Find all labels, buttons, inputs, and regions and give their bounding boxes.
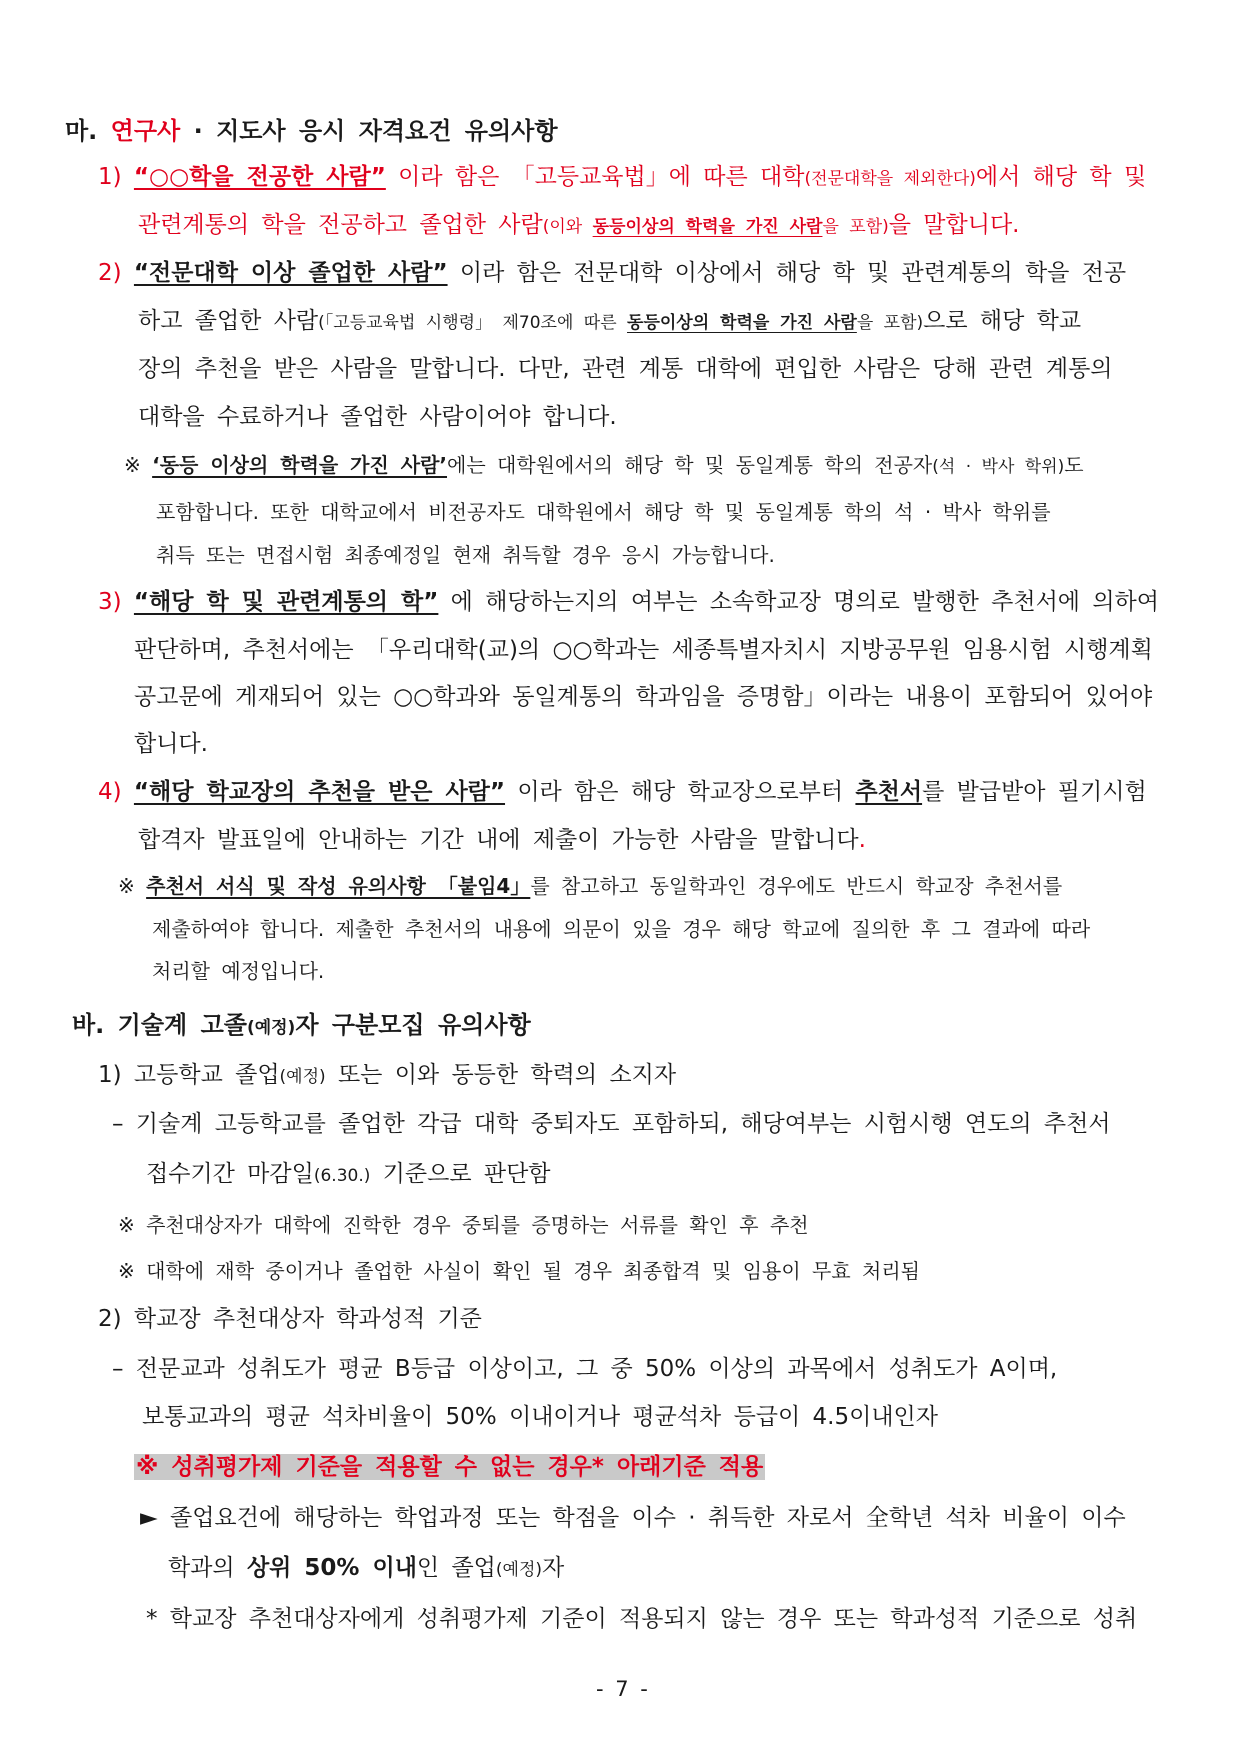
ma-note2-bold: 추천서 서식 및 작성 유의사항 「붙임4」 (146, 874, 531, 898)
ma-item2-l2a: 하고 졸업한 사람 (138, 308, 319, 334)
ma-item3-line4: 합니다. (134, 731, 208, 757)
ba-highlight: ※ 성취평가제 기준을 적용할 수 없는 경우* 아래기준 적용 (136, 1454, 764, 1480)
ba-dash2-line2: 보통교과의 평균 석차비율이 50% 이내이거나 평균석차 등급이 4.5이내인자 (142, 1404, 938, 1430)
section-ma-title-rest: · 지도사 응시 자격요건 유의사항 (180, 117, 558, 145)
ba-highlight-line (134, 1450, 765, 1484)
ma-item2-l2-end: 으로 해당 학교 (923, 308, 1082, 334)
ba-item1-a: 1) 고등학교 졸업 (98, 1062, 280, 1088)
ba-dash1-line2 (146, 1157, 551, 1193)
section-ma-title-red: 연구사 (110, 117, 181, 145)
ba-tri-line2 (168, 1551, 564, 1587)
ma-item1-l2-end: 을 말합니다. (888, 212, 1020, 238)
ma-note1-end: 도 (1064, 453, 1084, 477)
ba-item1 (98, 1058, 676, 1094)
ma-item2-line4: 대학을 수료하거나 졸업한 사람이어야 합니다. (138, 404, 617, 430)
ba-dash1-l2a: 접수기간 마감일 (146, 1161, 314, 1187)
ma-item4-l2-text: 합격자 발표일에 안내하는 기간 내에 제출이 가능한 사람을 말합니다 (138, 827, 859, 853)
ma-item2-quote: “전문대학 이상 졸업한 사람” (133, 260, 448, 286)
ma-note1-text: 에는 대학원에서의 해당 학 및 동일계통 학의 전공자 (447, 453, 933, 477)
ma-item4-bold: 추천서 (855, 779, 923, 805)
section-ba-title-small: (예정) (246, 1018, 296, 1038)
ba-dash1-small: (6.30.) (313, 1166, 371, 1186)
ma-item1-l2-small-b: 을 포함) (822, 217, 889, 237)
ma-item1-end: 에서 해당 학 및 (975, 164, 1147, 190)
ba-item2: 2) 학교장 추천대상자 학과성적 기준 (98, 1306, 482, 1332)
ba-tri-line1: ► 졸업요건에 해당하는 학업과정 또는 학점을 이수 · 취득한 자로서 全학년 석차 비율이 이수 (140, 1505, 1126, 1531)
ma-item4-quote: “해당 학교장의 추천을 받은 사람” (133, 779, 506, 805)
ma-note2-line1 (118, 871, 1062, 901)
ma-item2-num: 2) (98, 260, 134, 286)
ma-item2-l2-small-a: (「고등교육법 시행령」 제70조에 따른 (318, 313, 628, 333)
ma-item1-l2-bold: 동등이상의 학력을 가진 사람 (592, 217, 823, 237)
ma-item1-quote: “○○학을 전공한 사람” (133, 164, 386, 190)
ma-item2-l2-small-b: 을 포함) (856, 313, 924, 333)
ma-note1-line2: 포함합니다. 또한 대학교에서 비전공자도 대학원에서 해당 학 및 동일계통 학의 석 · 박사 학위를 (156, 500, 1051, 524)
ma-note1-line1 (124, 450, 1084, 482)
ma-item2-text: 이라 함은 전문대학 이상에서 해당 학 및 관련계통의 학을 전공 (447, 260, 1127, 286)
ma-item1-line1 (98, 160, 1146, 196)
section-ba-title (72, 1008, 531, 1045)
section-ba-title-a: 바. 기술계 고졸 (72, 1011, 247, 1039)
ba-tri-l2c: 자 (542, 1555, 565, 1581)
ba-dash1-line1: – 기술계 고등학교를 졸업한 각급 대학 중퇴자도 포함하되, 해당여부는 시험시행 연도의 추천서 (112, 1111, 1111, 1137)
ma-item4-l2-dot: . (858, 827, 866, 853)
ma-item3-quote: “해당 학 및 관련계통의 학” (133, 589, 439, 615)
page-number: - 7 - (596, 1677, 648, 1701)
ma-item1-l2a: 관련계통의 학을 전공하고 졸업한 사람 (138, 212, 543, 238)
ma-item1-l2-small-a: (이와 (542, 217, 593, 237)
ma-item3-num: 3) (98, 589, 134, 615)
ba-item1-small: (예정) (279, 1067, 326, 1087)
section-ba-title-b: 자 구분모집 유의사항 (295, 1011, 531, 1039)
ma-item2-line1 (98, 256, 1126, 290)
ma-note2-text: 를 참고하고 동일학과인 경우에도 반드시 학교장 추천서를 (530, 874, 1063, 898)
ma-note1-small: (석 · 박사 학위) (932, 457, 1065, 477)
ma-item1-line2 (138, 208, 1019, 244)
section-ma-prefix: 마. (65, 117, 111, 145)
ma-item1-num: 1) (98, 164, 134, 190)
ma-item4-num: 4) (98, 779, 134, 805)
ma-item2-line2 (138, 304, 1081, 340)
ba-tri-l2a: 학과의 (168, 1555, 247, 1581)
ma-item1-small: (전문대학을 제외한다) (804, 169, 976, 189)
ma-note2-line3: 처리할 예정입니다. (152, 959, 325, 983)
ba-item1-b: 또는 이와 동등한 학력의 소지자 (325, 1062, 677, 1088)
ma-item3-line2: 판단하며, 추천서에는 「우리대학(교)의 ○○학과는 세종특별자치시 지방공무원 임용시험 시행계획 (134, 637, 1153, 663)
ba-dash1-l2b: 기준으로 판단함 (370, 1161, 551, 1187)
ma-note1-mark: ※ (124, 453, 153, 477)
ma-item3-line3: 공고문에 게재되어 있는 ○○학과와 동일계통의 학과임을 증명함」이라는 내용이 포함되어 있어야 (134, 684, 1153, 710)
ma-note2-line2: 제출하여야 합니다. 제출한 추천서의 내용에 의문이 있을 경우 해당 학교에 질의한 후 그 결과에 따라 (152, 917, 1091, 941)
ma-item1-text: 이라 함은 「고등교육법」에 따른 대학 (385, 164, 805, 190)
ma-item4-end: 를 발급받아 필기시험 (922, 779, 1147, 805)
ba-tri-bold: 상위 50% 이내 (246, 1555, 417, 1581)
ma-note1-bold: ‘동등 이상의 학력을 가진 사람’ (152, 453, 448, 477)
ma-item4-text: 이라 함은 해당 학교장으로부터 (505, 779, 856, 805)
ma-item4-line2 (138, 823, 866, 857)
ba-tri-small: (예정) (495, 1560, 542, 1580)
ba-note2: ※ 대학에 재학 중이거나 졸업한 사실이 확인 될 경우 최종합격 및 임용이 무효 처리됨 (118, 1259, 920, 1283)
ba-star-note: * 학교장 추천대상자에게 성취평가제 기준이 적용되지 않는 경우 또는 학과성적 기준으로 성취 (146, 1606, 1138, 1632)
ba-tri-l2b: 인 졸업 (416, 1555, 496, 1581)
ma-item4-line1 (98, 775, 1147, 809)
ba-dash2-line1: – 전문교과 성취도가 평균 B등급 이상이고, 그 중 50% 이상의 과목에서 성취도가 A이며, (112, 1356, 1058, 1382)
ma-note2-mark: ※ (118, 874, 147, 898)
ma-item3-text: 에 해당하는지의 여부는 소속학교장 명의로 발행한 추천서에 의하여 (438, 589, 1159, 615)
ba-note1: ※ 추천대상자가 대학에 진학한 경우 중퇴를 증명하는 서류를 확인 후 추천 (118, 1213, 809, 1237)
ma-item2-l2-bold: 동등이상의 학력을 가진 사람 (627, 313, 857, 333)
section-ma-title (65, 114, 558, 148)
ma-item2-line3: 장의 추천을 받은 사람을 말합니다. 다만, 관련 계통 대학에 편입한 사람은 당해 관련 계통의 (138, 356, 1113, 382)
ma-note1-line3: 취득 또는 면접시험 최종예정일 현재 취득할 경우 응시 가능합니다. (156, 543, 775, 567)
ma-item3-line1 (98, 585, 1159, 619)
